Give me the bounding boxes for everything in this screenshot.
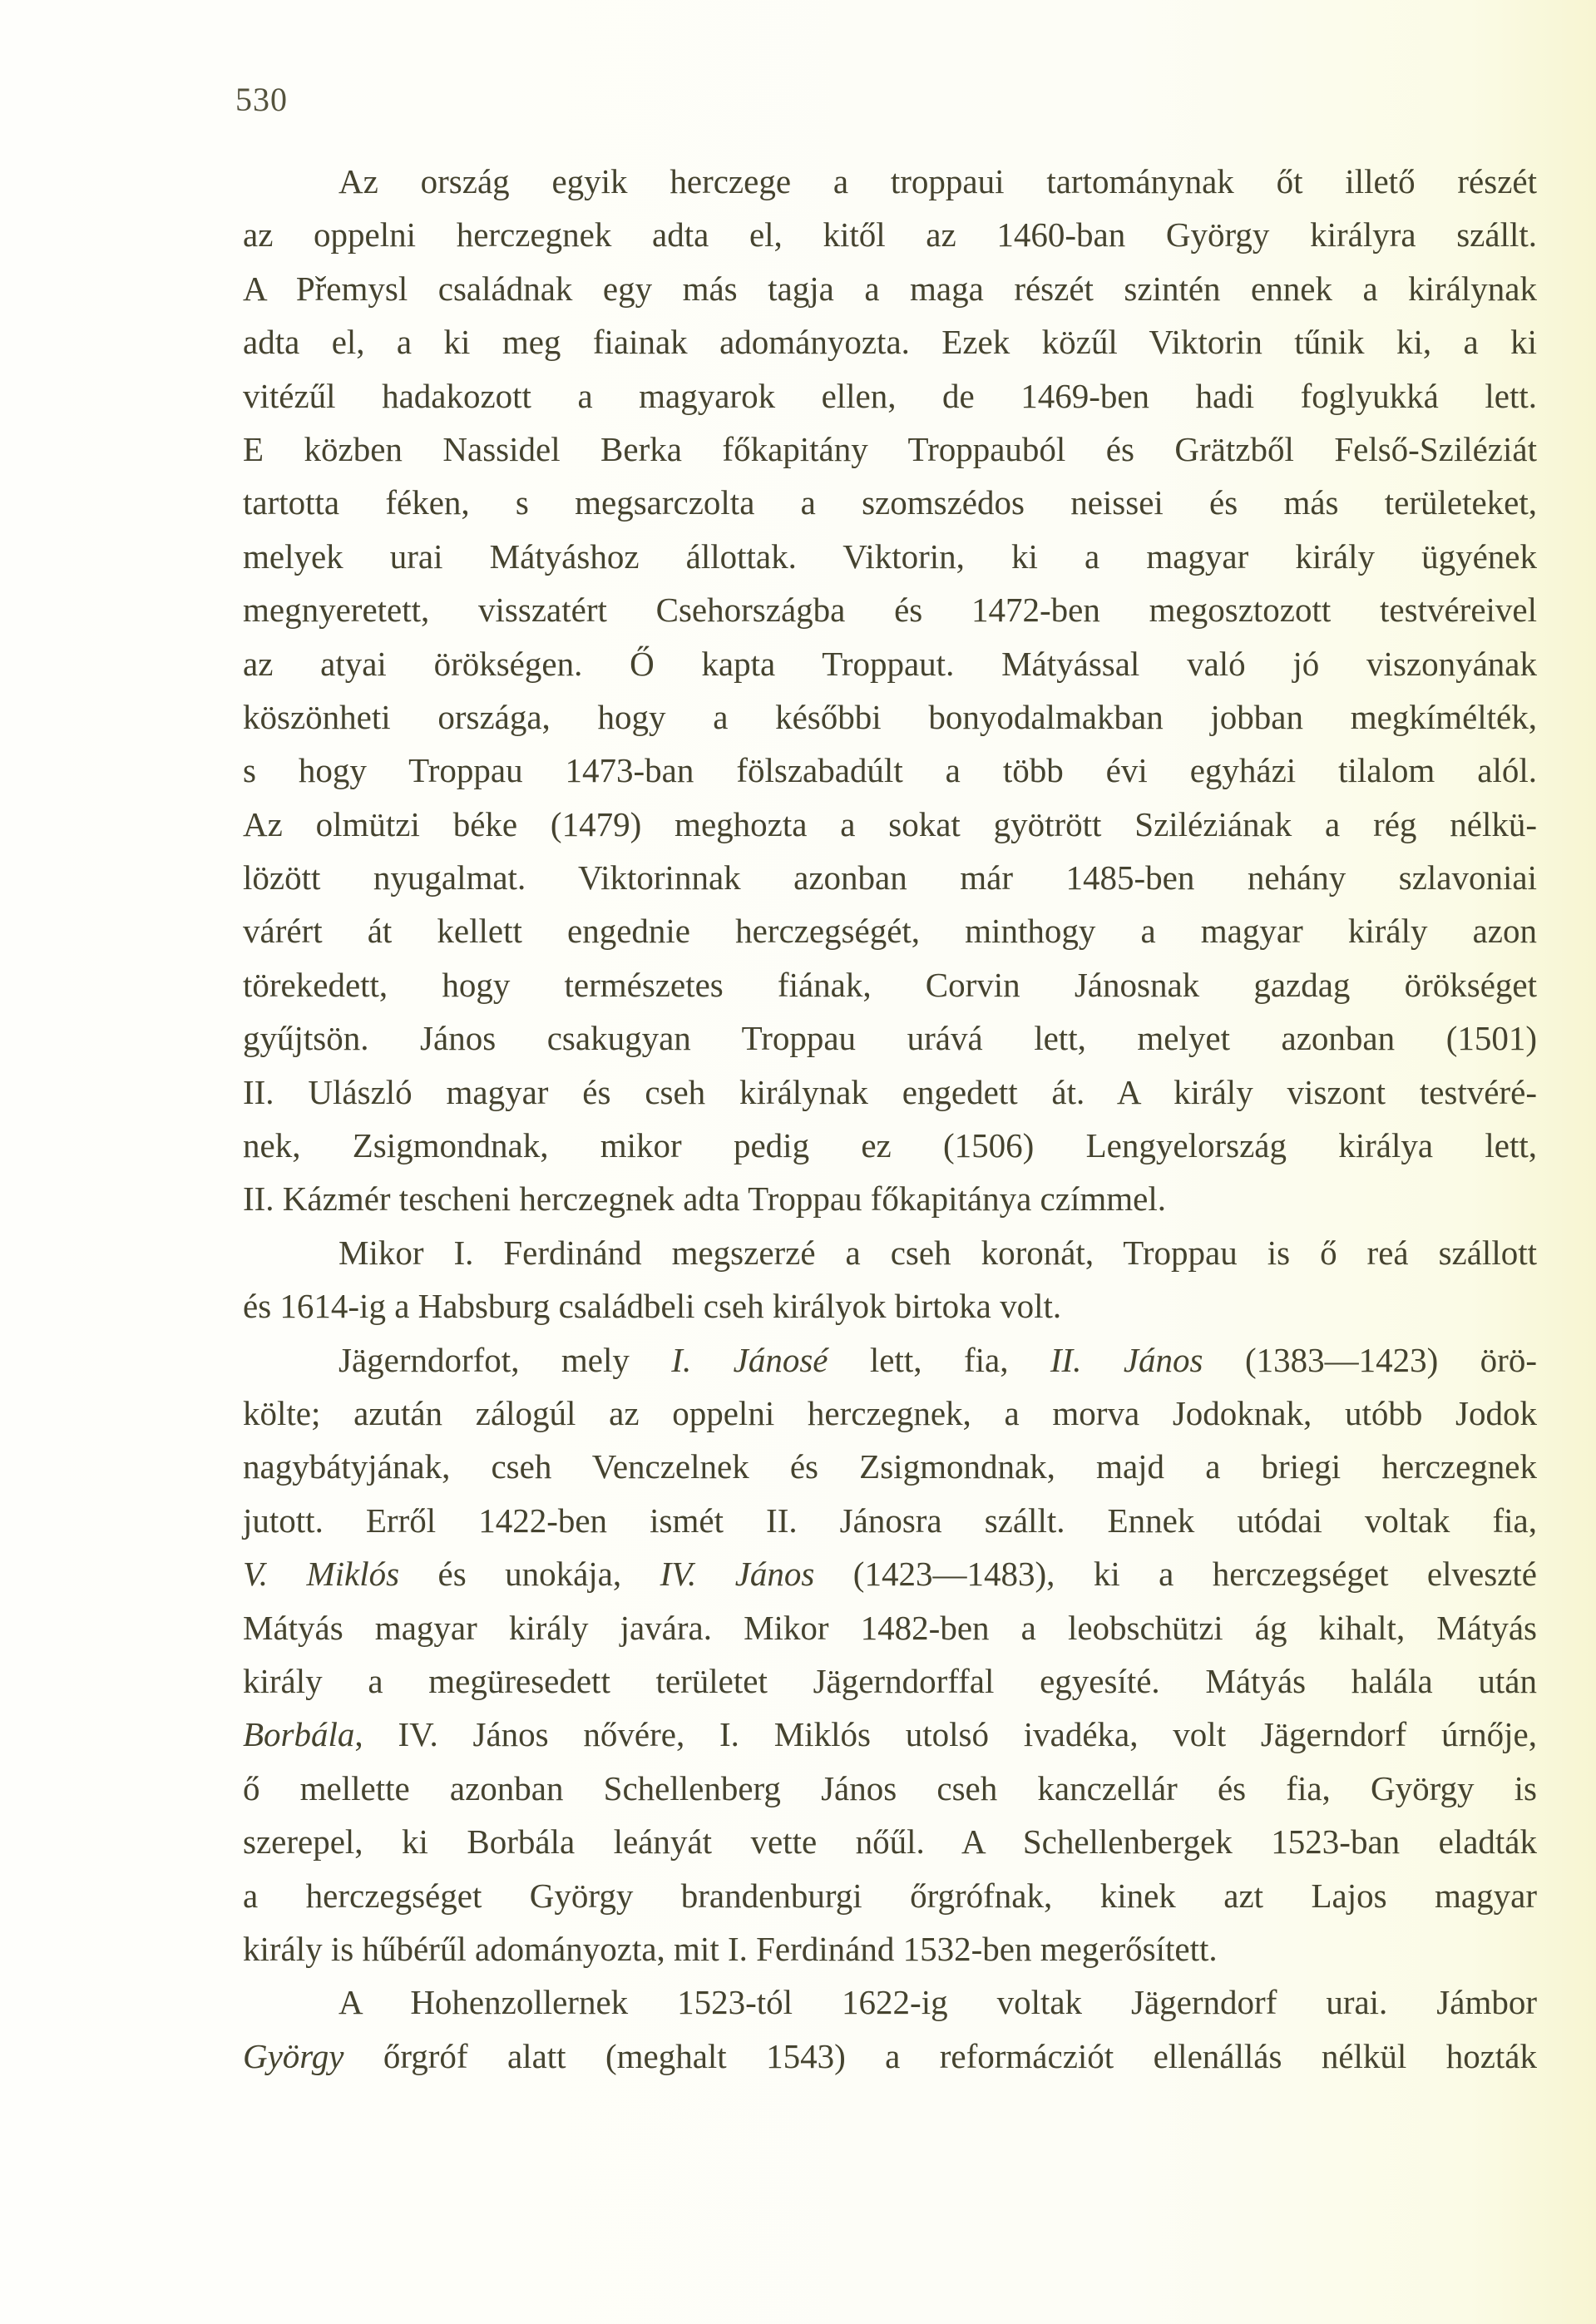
- italic-name: Borbála: [243, 1715, 355, 1754]
- text-segment: a herczegséget György brandenburgi őrgrófnak, kinek azt Lajos magyar: [243, 1876, 1537, 1915]
- text-line: [243, 1226, 1537, 1279]
- text-segment: lett, fia,: [828, 1340, 1050, 1379]
- text-segment: nek, Zsigmondnak, mikor pedig ez (1506) Lengyelország királya lett,: [243, 1126, 1537, 1165]
- text-line: [243, 1333, 1537, 1387]
- text-line: [243, 637, 1537, 690]
- text-line: [243, 2030, 1537, 2083]
- text-line: [243, 423, 1537, 476]
- page-number: 530: [235, 81, 288, 118]
- italic-name: V. Miklós: [243, 1555, 400, 1594]
- text-segment: ő mellette azonban Schellenberg János cseh kanczellár és fia, György is: [243, 1768, 1537, 1807]
- text-segment: Mátyás magyar király javára. Mikor 1482-ben a leobschützi ág kihalt, Mátyás: [243, 1608, 1537, 1647]
- text-segment: várért át kellett engednie herczegségét, minthogy a magyar király azon: [243, 912, 1537, 951]
- text-line: [243, 904, 1537, 957]
- text-segment: lözött nyugalmat. Viktorinnak azonban már 1485-ben nehány szlavoniai: [243, 858, 1537, 897]
- text-line: [243, 1922, 1537, 1975]
- text-line: [243, 1279, 1537, 1333]
- text-line: [243, 1440, 1537, 1493]
- text-line: [243, 530, 1537, 583]
- text-segment: E közben Nassidel Berka főkapitány Troppauból és Grätzből Felső-Sziléziát: [243, 429, 1537, 468]
- text-line: [243, 155, 1537, 208]
- text-line: [243, 369, 1537, 423]
- text-segment: király a megüresedett területet Jägerndorffal egyesíté. Mátyás halála után: [243, 1661, 1537, 1700]
- text-segment: A Přemysl családnak egy más tagja a maga részét szintén ennek a királynak: [243, 269, 1537, 308]
- italic-name: IV. János: [660, 1555, 815, 1594]
- text-segment: király is hűbérűl adományozta, mit I. Ferdinánd 1532-ben megerősített.: [243, 1929, 1218, 1968]
- text-segment: A Hohenzollernek 1523-tól 1622-ig voltak Jägerndorf urai. Jámbor: [338, 1983, 1537, 2022]
- text-line: [243, 744, 1537, 797]
- text-line: [243, 583, 1537, 636]
- text-segment: adta el, a ki meg fiainak adományozta. Ezek közűl Viktorin tűnik ki, a ki: [243, 323, 1537, 362]
- text-segment: s hogy Troppau 1473-ban fölszabadúlt a több évi egyházi tilalom alól.: [243, 751, 1537, 790]
- italic-name: György: [243, 2036, 344, 2075]
- text-line: [243, 1011, 1537, 1065]
- text-line: [243, 690, 1537, 744]
- body-text: [243, 155, 1537, 2083]
- text-segment: gyűjtsön. János csakugyan Troppau urává lett, melyet azonban (1501): [243, 1019, 1537, 1058]
- text-line: [243, 315, 1537, 368]
- text-line: [243, 798, 1537, 851]
- italic-name: II. János: [1050, 1340, 1203, 1379]
- text-line: [243, 1387, 1537, 1440]
- text-line: [243, 208, 1537, 261]
- text-line: [243, 1119, 1537, 1172]
- text-segment: és unokája,: [399, 1555, 660, 1594]
- text-segment: Az olmützi béke (1479) meghozta a sokat gyötrött Sziléziának a rég nélkü-: [243, 804, 1537, 843]
- text-line: [243, 262, 1537, 315]
- text-line: [243, 1869, 1537, 1922]
- text-segment: költe; azután zálogúl az oppelni herczegnek, a morva Jodoknak, utóbb Jodok: [243, 1393, 1537, 1432]
- text-segment: , IV. János nővére, I. Miklós utolsó ivadéka, volt Jägerndorf úrnője,: [354, 1715, 1537, 1754]
- text-segment: őrgróf alatt (meghalt 1543) a reformácziót ellenállás nélkül hozták: [343, 2036, 1537, 2075]
- text-segment: törekedett, hogy természetes fiának, Corvin Jánosnak gazdag örökséget: [243, 965, 1537, 1004]
- text-segment: Az ország egyik herczege a troppaui tartománynak őt illető részét: [338, 162, 1537, 200]
- text-segment: II. Kázmér tescheni herczegnek adta Troppau főkapitánya czímmel.: [243, 1179, 1166, 1219]
- text-line: [243, 851, 1537, 904]
- text-segment: (1383—1423) örö-: [1203, 1340, 1537, 1379]
- text-line: [243, 1172, 1537, 1225]
- text-line: [243, 1815, 1537, 1868]
- text-segment: az oppelni herczegnek adta el, kitől az 1460-ban György királyra szállt.: [243, 215, 1537, 255]
- text-line: [243, 476, 1537, 529]
- text-line: [243, 1547, 1537, 1600]
- text-segment: Mikor I. Ferdinánd megszerzé a cseh koronát, Troppau is ő reá szállott: [338, 1233, 1537, 1272]
- text-segment: megnyeretett, visszatért Csehországba és 1472-ben megosztozott testvéreivel: [243, 591, 1537, 630]
- text-segment: köszönheti országa, hogy a későbbi bonyodalmakban jobban megkímélték,: [243, 697, 1537, 736]
- text-segment: melyek urai Mátyáshoz állottak. Viktorin, ki a magyar király ügyének: [243, 536, 1537, 576]
- text-line: [243, 1066, 1537, 1119]
- text-segment: és 1614-ig a Habsburg családbeli cseh királyok birtoka volt.: [243, 1287, 1062, 1326]
- text-segment: tartotta féken, s megsarczolta a szomszédos neissei és más területeket,: [243, 483, 1537, 522]
- text-segment: az atyai örökségen. Ő kapta Troppaut. Mátyással való jó viszonyának: [243, 644, 1537, 683]
- italic-name: I. Jánosé: [671, 1340, 828, 1379]
- text-line: [243, 1494, 1537, 1547]
- text-segment: szerepel, ki Borbála leányát vette nőűl. A Schellenbergek 1523-ban eladták: [243, 1822, 1537, 1862]
- text-segment: (1423—1483), ki a herczegséget elveszté: [814, 1555, 1537, 1594]
- text-segment: nagybátyjának, cseh Venczelnek és Zsigmondnak, majd a briegi herczegnek: [243, 1447, 1537, 1486]
- text-line: [243, 1975, 1537, 2029]
- text-line: [243, 1762, 1537, 1815]
- text-segment: vitézűl hadakozott a magyarok ellen, de 1469-ben hadi foglyukká lett.: [243, 376, 1537, 415]
- text-line: [243, 1601, 1537, 1654]
- text-line: [243, 1708, 1537, 1761]
- text-line: [243, 1654, 1537, 1708]
- text-segment: II. Ulászló magyar és cseh királynak engedett át. A király viszont testvéré-: [243, 1072, 1537, 1111]
- text-line: [243, 958, 1537, 1011]
- text-segment: jutott. Erről 1422-ben ismét II. Jánosra szállt. Ennek utódai voltak fia,: [243, 1501, 1537, 1540]
- text-segment: Jägerndorfot, mely: [338, 1340, 672, 1379]
